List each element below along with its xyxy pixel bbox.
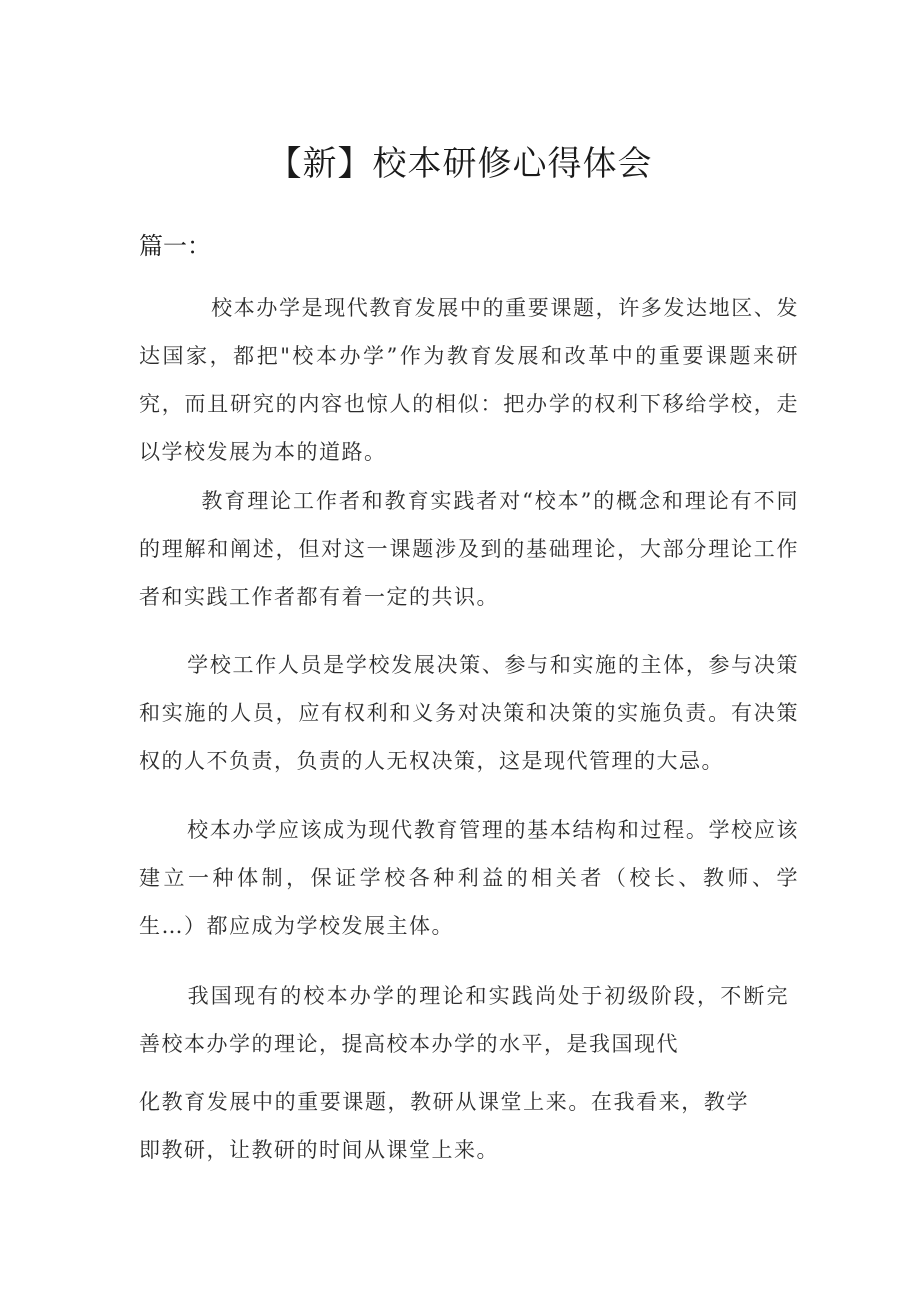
paragraph-3 bbox=[139, 641, 799, 785]
paragraph-5-text: 我国现有的校本办学的理论和实践尚处于初级阶段，不断完善校本办学的理论，提高校本办学的水平，是我国现代 bbox=[139, 984, 789, 1056]
paragraph-3-text: 学校工作人员是学校发展决策、参与和实施的主体，参与决策和实施的人员，应有权利和义务对决策和决策的实施负责。有决策权的人不负责，负责的人无权决策，这是现代管理的大忌。 bbox=[139, 653, 799, 773]
paragraph-4-text: 校本办学应该成为现代教育管理的基本结构和过程。学校应该建立一种体制，保证学校各种利益的相关者（校长、教师、学生…）都应成为学校发展主体。 bbox=[139, 818, 799, 938]
paragraph-1-text: 校本办学是现代教育发展中的重要课题，许多发达地区、发达国家，都把"校本办学”作为教育发展和改革中的重要课题来研究，而且研究的内容也惊人的相似：把办学的权利下移给学校，走以学校发展为本的道路。 bbox=[139, 296, 799, 464]
paragraph-6-text: 化教育发展中的重要课题，教研从课堂上来。在我看来，教学即教研，让教研的时间从课堂上来。 bbox=[139, 1090, 749, 1162]
paragraph-4 bbox=[139, 806, 799, 950]
section-label: 篇一： bbox=[139, 232, 211, 260]
paragraph-2-text: 教育理论工作者和教育实践者对“校本”的概念和理论有不同的理解和阐述，但对这一课题涉及到的基础理论，大部分理论工作者和实践工作者都有着一定的共识。 bbox=[139, 489, 799, 609]
paragraph-5 bbox=[139, 972, 789, 1068]
paragraph-6 bbox=[139, 1078, 749, 1174]
document-title: 【新】校本研修心得体会 bbox=[267, 144, 653, 184]
paragraph-2 bbox=[139, 477, 799, 621]
paragraph-1 bbox=[139, 284, 799, 476]
